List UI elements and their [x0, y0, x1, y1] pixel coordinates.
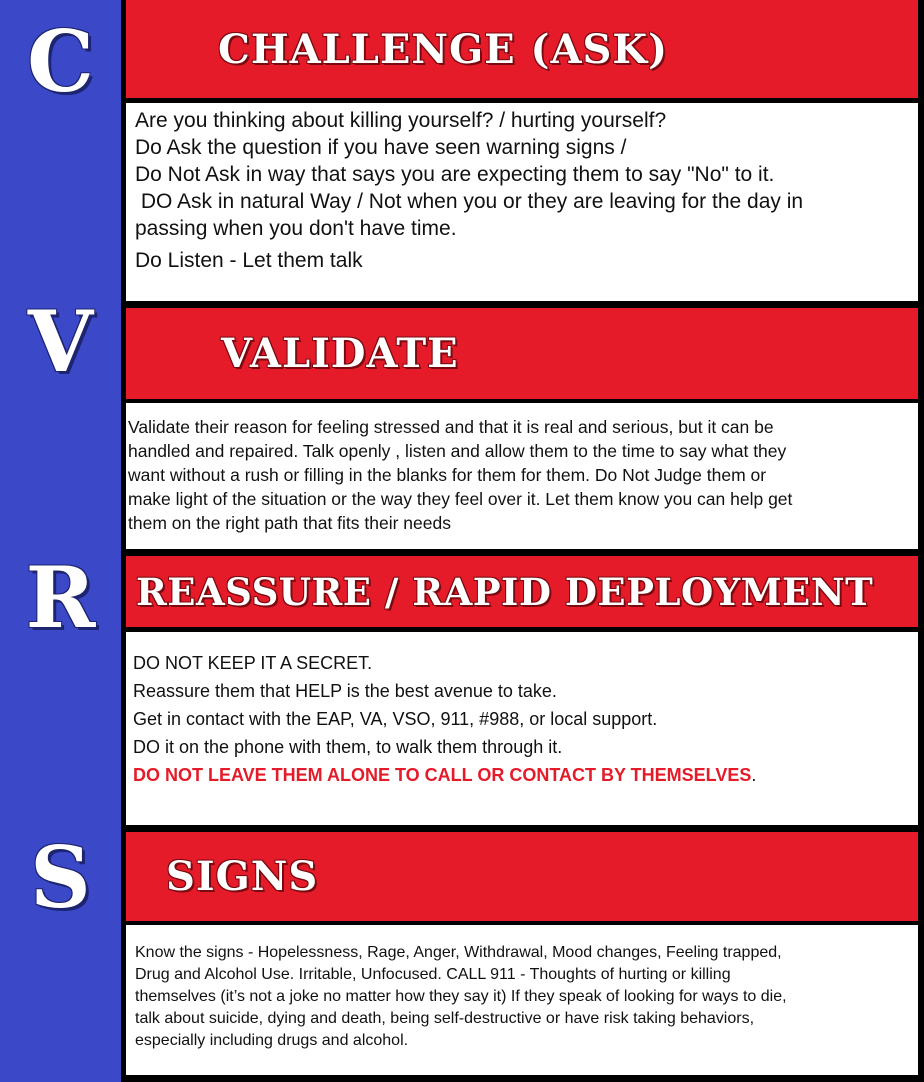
challenge-line: Are you thinking about killing yourself? / hurting yourself? — [135, 109, 667, 132]
validate-line: want without a rush or filling in the blanks for them for them. Do Not Judge them or — [128, 465, 767, 485]
challenge-title: CHALLENGE (ASK) — [218, 25, 669, 73]
reassure-header — [126, 556, 918, 627]
signs-title: SIGNS — [166, 853, 319, 900]
reassure-line: Get in contact with the EAP, VA, VSO, 911, #988, or local support. — [133, 709, 658, 729]
reassure-title: REASSURE / RAPID DEPLOYMENT — [136, 569, 874, 614]
validate-panel — [126, 403, 918, 549]
reassure-warning-end: . — [751, 765, 757, 785]
sidebar-letter-v: V — [27, 292, 94, 391]
sidebar — [0, 0, 121, 1082]
reassure-line: Reassure them that HELP is the best avenue to take. — [133, 681, 557, 701]
sidebar-letter-r: R — [25, 548, 96, 647]
signs-panel — [126, 925, 918, 1075]
validate-line: Validate their reason for feeling stressed and that it is real and serious, but it can be — [128, 417, 774, 437]
challenge-line: passing when you don't have time. — [135, 217, 457, 240]
validate-header — [126, 308, 918, 399]
validate-title: VALIDATE — [221, 330, 459, 377]
challenge-panel — [126, 103, 918, 301]
signs-line: especially including drugs and alcohol. — [135, 1032, 409, 1049]
challenge-line: DO Ask in natural Way / Not when you or they are leaving for the day in — [135, 190, 804, 213]
challenge-line: Do Ask the question if you have seen warning signs / — [135, 136, 627, 159]
validate-line: handled and repaired. Talk openly , listen and allow them to the time to say what they — [128, 441, 787, 461]
challenge-line: Do Listen - Let them talk — [135, 249, 363, 272]
signs-header — [126, 832, 918, 921]
reassure-warning-line — [133, 761, 918, 789]
challenge-line: Do Not Ask in way that says you are expecting them to say "No" to it. — [135, 163, 775, 186]
sidebar-letter-s: S — [30, 828, 91, 927]
signs-line: Know the signs - Hopelessness, Rage, Anger, Withdrawal, Mood changes, Feeling trapped, — [135, 944, 782, 961]
reassure-panel — [126, 632, 918, 825]
reassure-warning: DO NOT LEAVE THEM ALONE TO CALL OR CONTACT BY THEMSELVES — [133, 765, 752, 785]
validate-line: them on the right path that fits their needs — [128, 513, 451, 533]
signs-line: Drug and Alcohol Use. Irritable, Unfocused. CALL 911 - Thoughts of hurting or killing — [135, 966, 731, 983]
signs-line: talk about suicide, dying and death, being self-destructive or have risk taking behaviors, — [135, 1010, 755, 1027]
sidebar-letter-c: C — [27, 12, 94, 111]
signs-line: themselves (it’s not a joke no matter how they say it) If they speak of looking for ways to die, — [135, 988, 787, 1005]
reassure-line: DO it on the phone with them, to walk them through it. — [133, 737, 563, 757]
reassure-line: DO NOT KEEP IT A SECRET. — [133, 653, 373, 673]
challenge-header — [126, 0, 918, 98]
validate-line: make light of the situation or the way they feel over it. Let them know you can help get — [128, 489, 793, 509]
